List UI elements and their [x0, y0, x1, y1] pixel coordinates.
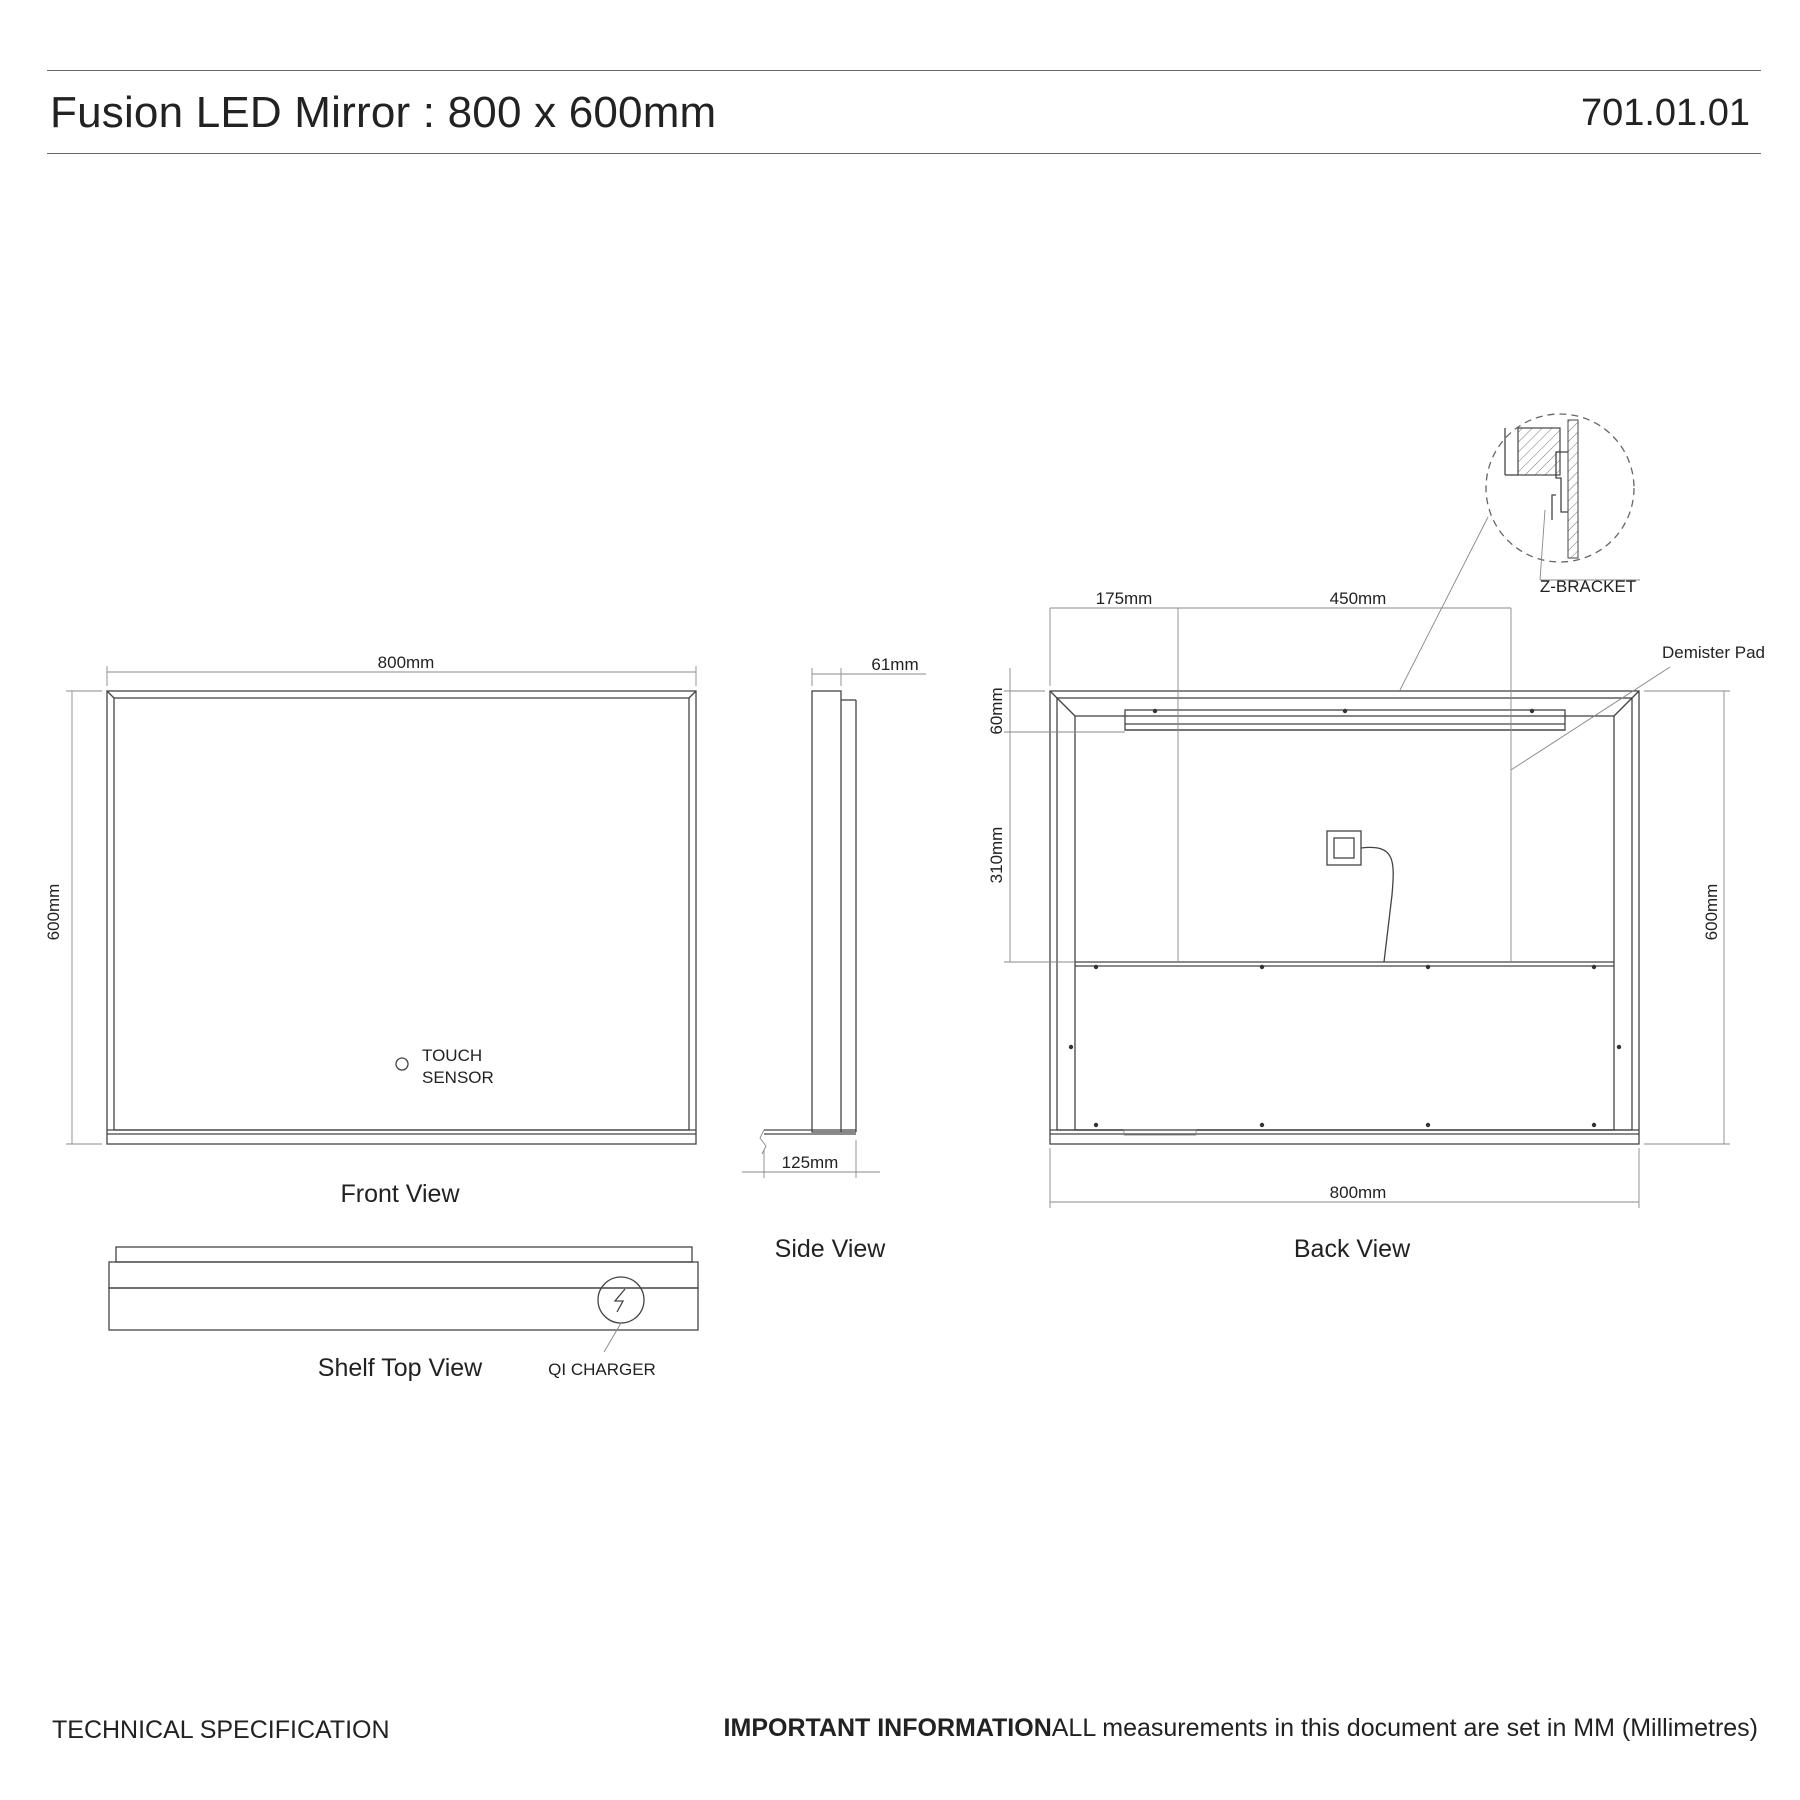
back-spacing-label: 450mm	[1329, 589, 1387, 608]
touch-sensor-label-2: SENSOR	[422, 1068, 494, 1087]
important-info-label: IMPORTANT INFORMATION	[723, 1714, 1052, 1742]
power-cable	[1361, 847, 1393, 962]
lightning-icon	[615, 1289, 625, 1312]
side-view-caption: Side View	[774, 1235, 886, 1263]
z-bracket-wall-section	[1518, 428, 1560, 475]
product-code: 701.01.01	[1580, 92, 1750, 134]
side-depth-label: 61mm	[871, 655, 919, 674]
front-height-label: 600mm	[44, 883, 63, 941]
back-offset-label: 175mm	[1095, 589, 1153, 608]
front-width-label: 800mm	[377, 653, 435, 672]
qi-charger-pad	[598, 1277, 644, 1323]
back-height-label: 600mm	[1702, 883, 1721, 941]
important-info-text: ALL measurements in this document are set in MM (Millimetres)	[1051, 1714, 1758, 1742]
page-title: Fusion LED Mirror : 800 x 600mm	[50, 88, 717, 137]
side-shelf-label: 125mm	[781, 1153, 839, 1172]
shelf-top-view-caption: Shelf Top View	[317, 1354, 483, 1382]
side-view	[742, 655, 926, 1263]
back-width-label: 800mm	[1329, 1183, 1387, 1202]
footer-spec-label: TECHNICAL SPECIFICATION	[52, 1716, 390, 1744]
front-view	[44, 653, 696, 1208]
front-view-caption: Front View	[340, 1180, 460, 1208]
side-mirror-body	[812, 691, 841, 1132]
back-view	[987, 414, 1765, 1263]
back-frame-inner	[1057, 698, 1632, 1130]
junction-box	[1327, 831, 1361, 865]
shelf-back-edge	[116, 1247, 692, 1262]
touch-sensor-icon	[396, 1058, 408, 1070]
shelf-top-view	[109, 1247, 698, 1382]
shelf-front	[109, 1288, 698, 1330]
z-bracket-wall	[1568, 420, 1578, 558]
front-mirror-frame	[107, 691, 696, 1144]
z-bracket-leader	[1540, 510, 1545, 580]
back-top-label: 60mm	[987, 687, 1006, 735]
z-bracket-label: Z-BRACKET	[1539, 577, 1637, 596]
back-frame-outer	[1050, 691, 1639, 1144]
touch-sensor-label-1: TOUCH	[422, 1046, 483, 1065]
footer-important-info	[724, 1714, 1758, 1743]
back-mid-label: 310mm	[987, 826, 1006, 884]
demister-leader	[1511, 667, 1670, 770]
back-view-caption: Back View	[1293, 1235, 1411, 1263]
bracket-leader	[1400, 517, 1488, 690]
back-panel	[1075, 716, 1614, 1130]
demister-pad-label: Demister Pad	[1662, 643, 1765, 662]
qi-charger-leader	[604, 1323, 621, 1352]
shelf-top-surface	[109, 1262, 698, 1288]
qi-charger-label: QI CHARGER	[548, 1360, 656, 1379]
front-mirror-glass	[114, 698, 689, 1130]
